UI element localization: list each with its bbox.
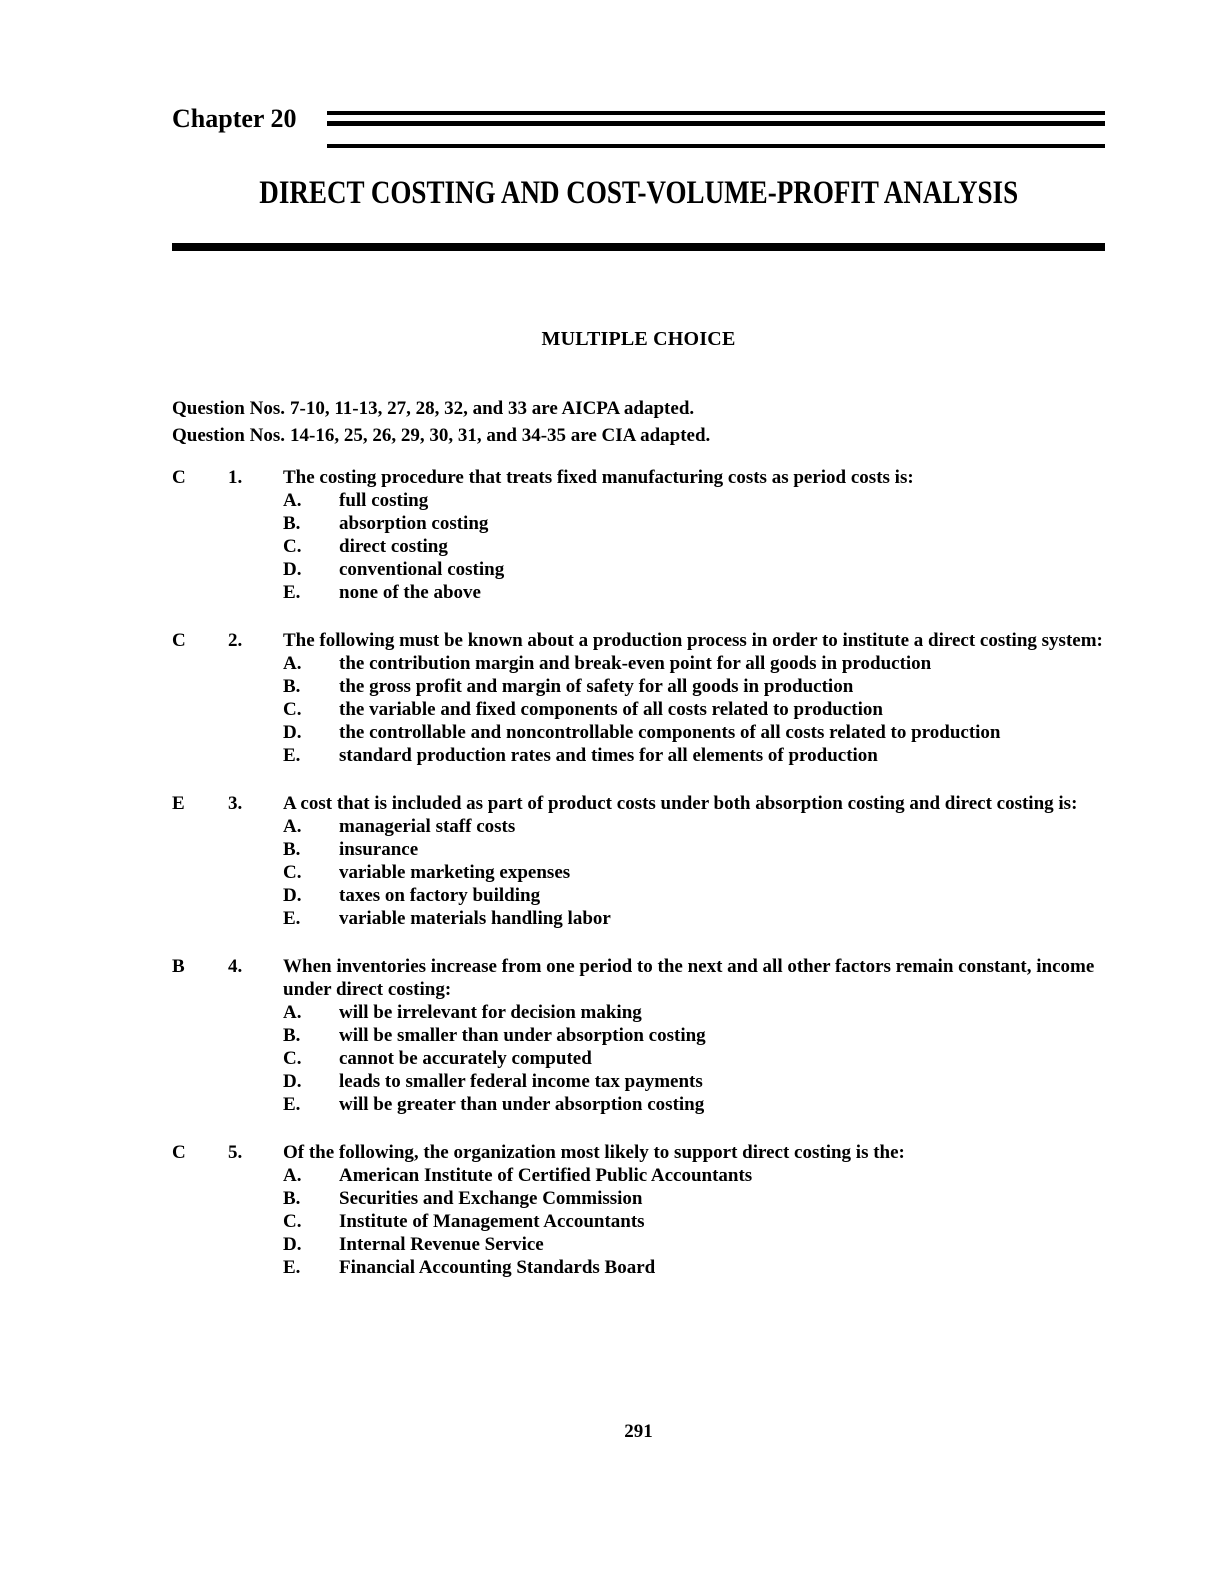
header-rule-lines [327, 103, 1105, 148]
option-row [283, 1164, 1105, 1187]
option-text: the gross profit and margin of safety for all goods in production [339, 676, 854, 697]
question-body [283, 629, 1105, 767]
question-number: 2. [228, 630, 243, 651]
option-text: the variable and fixed components of all costs related to production [339, 699, 883, 720]
option-row [283, 1210, 1105, 1233]
question-number: 3. [228, 793, 243, 814]
note-row [172, 422, 1105, 449]
note-text: 14-16, 25, 26, 29, 30, 31, and 34-35 are CIA adapted. [290, 425, 711, 446]
question-body [283, 955, 1105, 1116]
option-text: variable marketing expenses [339, 862, 571, 883]
questions-list [172, 466, 1105, 1279]
note-label: Question Nos. [172, 398, 285, 419]
option-text: will be smaller than under absorption costing [339, 1025, 706, 1046]
option-text: cannot be accurately computed [339, 1048, 592, 1069]
question-stem: Of the following, the organization most likely to support direct costing is the: [283, 1142, 905, 1163]
option-row [283, 815, 1105, 838]
option-row [283, 698, 1105, 721]
option-row [283, 838, 1105, 861]
option-text: direct costing [339, 536, 448, 557]
option-row [283, 652, 1105, 675]
option-letter: D. [283, 1234, 302, 1255]
option-letter: B. [283, 676, 301, 697]
option-letter: C. [283, 699, 302, 720]
question-body [283, 466, 1105, 604]
note-label: Question Nos. [172, 425, 285, 446]
answer-key-letter: C [172, 630, 186, 651]
option-text: absorption costing [339, 513, 489, 534]
option-row [283, 1187, 1105, 1210]
option-row [283, 1070, 1105, 1093]
question-body [283, 1141, 1105, 1279]
option-letter: C. [283, 536, 302, 557]
option-text: the controllable and noncontrollable components of all costs related to production [339, 722, 1001, 743]
option-letter: E. [283, 1094, 301, 1115]
option-text: Institute of Management Accountants [339, 1211, 645, 1232]
option-row [283, 744, 1105, 767]
option-row [283, 907, 1105, 930]
question-options [283, 1164, 1105, 1279]
header-rule-line-top [327, 111, 1105, 115]
option-row [283, 1001, 1105, 1024]
option-text: managerial staff costs [339, 816, 516, 837]
option-text: will be irrelevant for decision making [339, 1002, 642, 1023]
page-content [172, 103, 1105, 1279]
page-title-text: DIRECT COSTING AND COST-VOLUME-PROFIT ANALYSIS [259, 175, 1018, 211]
question-block [172, 955, 1105, 1116]
question-options [283, 815, 1105, 930]
page-title [172, 175, 1105, 212]
option-row [283, 675, 1105, 698]
option-row [283, 721, 1105, 744]
option-text: Financial Accounting Standards Board [339, 1257, 656, 1278]
option-row [283, 535, 1105, 558]
note-text: 7-10, 11-13, 27, 28, 32, and 33 are AICPA adapted. [290, 398, 695, 419]
option-letter: A. [283, 1165, 302, 1186]
option-row [283, 558, 1105, 581]
option-letter: E. [283, 1257, 301, 1278]
question-source-notes [172, 395, 1105, 449]
header-rule-line-middle [327, 121, 1105, 126]
question-block [172, 629, 1105, 767]
question-stem: When inventories increase from one period to the next and all other factors remain constant, income under direct costing: [283, 956, 1095, 1000]
question-options [283, 652, 1105, 767]
option-letter: A. [283, 1002, 302, 1023]
option-letter: C. [283, 862, 302, 883]
page-number: 291 [624, 1421, 653, 1442]
option-row [283, 581, 1105, 604]
option-row [283, 1093, 1105, 1116]
option-letter: A. [283, 816, 302, 837]
option-letter: C. [283, 1211, 302, 1232]
option-text: conventional costing [339, 559, 505, 580]
option-letter: D. [283, 1071, 302, 1092]
answer-key-letter: C [172, 467, 186, 488]
question-stem: A cost that is included as part of product costs under both absorption costing and direct costing is: [283, 793, 1078, 814]
option-text: insurance [339, 839, 419, 860]
question-number: 4. [228, 956, 243, 977]
answer-key-letter: C [172, 1142, 186, 1163]
option-letter: D. [283, 885, 302, 906]
note-row [172, 395, 1105, 422]
option-text: variable materials handling labor [339, 908, 611, 929]
question-block [172, 1141, 1105, 1279]
option-row [283, 1233, 1105, 1256]
option-letter: B. [283, 1025, 301, 1046]
question-options [283, 1001, 1105, 1116]
option-row [283, 1024, 1105, 1047]
question-stem: The following must be known about a production process in order to institute a direct costing system: [283, 630, 1103, 651]
question-body [283, 792, 1105, 930]
chapter-heading: Chapter 20 [172, 104, 297, 133]
option-row [283, 1256, 1105, 1279]
option-row [283, 512, 1105, 535]
option-text: standard production rates and times for all elements of production [339, 745, 878, 766]
option-letter: C. [283, 1048, 302, 1069]
question-block [172, 466, 1105, 604]
option-letter: D. [283, 722, 302, 743]
option-letter: B. [283, 513, 301, 534]
option-row [283, 861, 1105, 884]
option-letter: E. [283, 582, 301, 603]
option-text: full costing [339, 490, 429, 511]
option-letter: E. [283, 908, 301, 929]
option-row [283, 1047, 1105, 1070]
option-text: the contribution margin and break-even point for all goods in production [339, 653, 932, 674]
section-heading: MULTIPLE CHOICE [541, 328, 736, 350]
answer-key-letter: B [172, 956, 185, 977]
option-text: taxes on factory building [339, 885, 541, 906]
option-letter: B. [283, 1188, 301, 1209]
option-text: will be greater than under absorption costing [339, 1094, 705, 1115]
question-number: 5. [228, 1142, 243, 1163]
option-text: American Institute of Certified Public Accountants [339, 1165, 753, 1186]
option-row [283, 489, 1105, 512]
header-rule-line-bottom [327, 144, 1105, 148]
option-letter: A. [283, 653, 302, 674]
question-stem: The costing procedure that treats fixed manufacturing costs as period costs is: [283, 467, 914, 488]
option-letter: D. [283, 559, 302, 580]
question-options [283, 489, 1105, 604]
option-text: Internal Revenue Service [339, 1234, 544, 1255]
option-text: leads to smaller federal income tax payments [339, 1071, 703, 1092]
option-letter: E. [283, 745, 301, 766]
option-text: none of the above [339, 582, 481, 603]
title-divider-rule [172, 243, 1105, 251]
option-row [283, 884, 1105, 907]
chapter-header [172, 103, 1105, 148]
option-letter: B. [283, 839, 301, 860]
option-letter: A. [283, 490, 302, 511]
option-text: Securities and Exchange Commission [339, 1188, 643, 1209]
question-number: 1. [228, 467, 243, 488]
question-block [172, 792, 1105, 930]
answer-key-letter: E [172, 793, 185, 814]
